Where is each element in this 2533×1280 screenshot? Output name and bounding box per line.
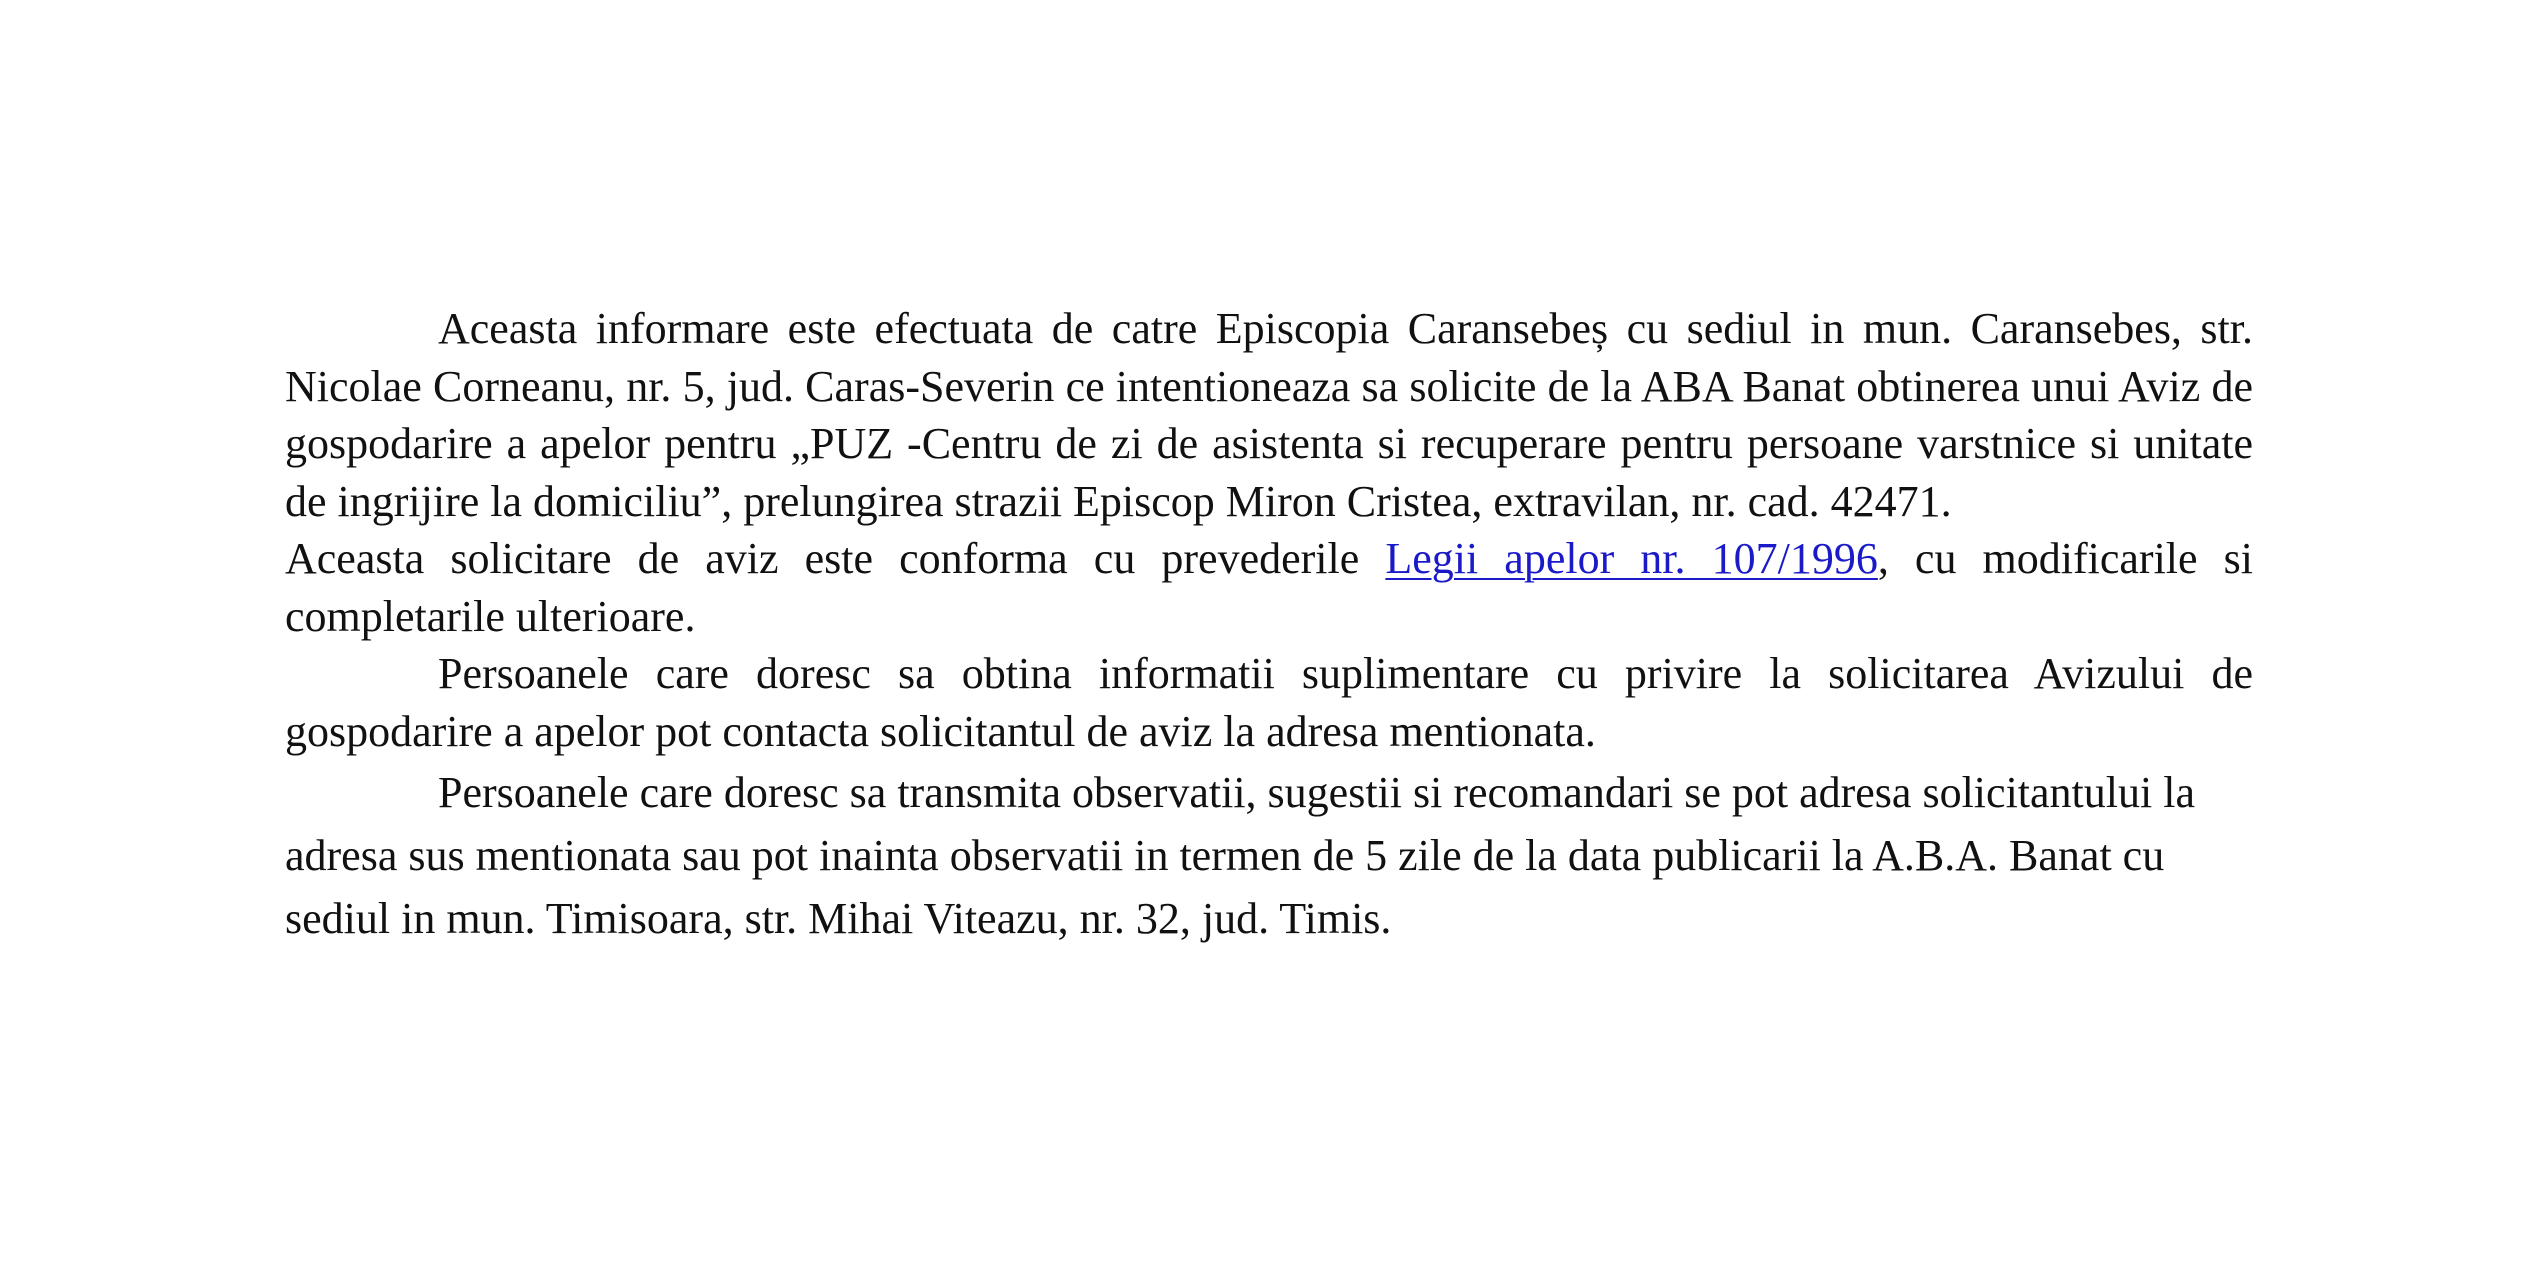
- paragraph-information: Persoanele care doresc sa obtina informatii suplimentare cu privire la solicitarea Avizului de gospodarire a apelor pot contacta solicitantul de aviz la adresa mentionata.: [285, 649, 2253, 756]
- paragraph-conformity-tail: , cu modificarile si completarile ulterioare.: [285, 534, 2253, 641]
- water-law-link[interactable]: Legii apelor nr. 107/1996: [1385, 534, 1878, 583]
- paragraph-conformity-lead: Aceasta solicitare de aviz este conforma cu prevederile: [285, 534, 1386, 583]
- notice-body: [285, 300, 2253, 950]
- paragraph-conformity: [285, 530, 2253, 645]
- paragraph-observations: Persoanele care doresc sa transmita observatii, sugestii si recomandari se pot adresa solicitantului la adresa sus mentionata sau pot inainta observatii in termen de 5 zile de la data publicarii la A.B.A. Banat cu sediul in mun. Timisoara, str. Mihai Viteazu, nr. 32, jud. Timis.: [285, 768, 2195, 943]
- paragraph-intro: Aceasta informare este efectuata de catre Episcopia Caransebeș cu sediul in mun. Caransebes, str. Nicolae Corneanu, nr. 5, jud. Caras-Severin ce intentioneaza sa solicite de la ABA Banat obtinerea unui Aviz de gospodarire a apelor pentru „PUZ -Centru de zi de asistenta si recuperare pentru persoane varstnice si unitate de ingrijire la domiciliu”, prelungirea strazii Episcop Miron Cristea, extravilan, nr. cad. 42471.: [285, 304, 2253, 526]
